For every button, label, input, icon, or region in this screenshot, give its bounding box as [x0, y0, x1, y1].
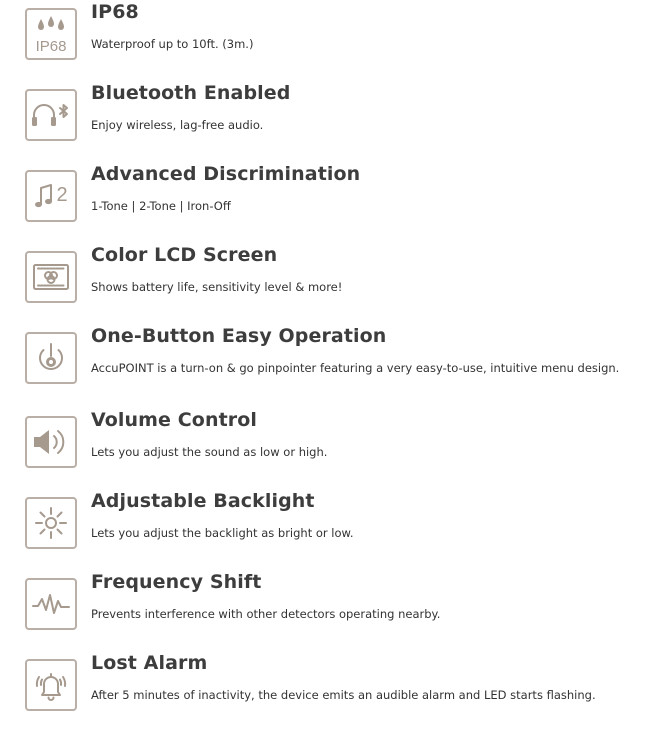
- feature-description: Enjoy wireless, lag-free audio.: [91, 118, 264, 132]
- feature-description: 1-Tone | 2-Tone | Iron-Off: [91, 199, 231, 213]
- headphones-bluetooth-icon: [25, 89, 77, 141]
- frequency-wave-icon: [25, 578, 77, 630]
- ip68-icon-text: IP68: [35, 38, 67, 55]
- feature-title: Bluetooth Enabled: [91, 82, 291, 104]
- lcd-screen-icon: [25, 251, 77, 303]
- feature-description: Lets you adjust the sound as low or high.: [91, 445, 328, 459]
- speaker-volume-icon: [25, 416, 77, 468]
- feature-title: Advanced Discrimination: [91, 163, 361, 185]
- feature-description: Waterproof up to 10ft. (3m.): [91, 37, 254, 51]
- feature-description: Shows battery life, sensitivity level & more!: [91, 280, 343, 294]
- backlight-sun-icon: [25, 497, 77, 549]
- feature-description: Lets you adjust the backlight as bright or low.: [91, 526, 354, 540]
- feature-title: Lost Alarm: [91, 652, 208, 674]
- feature-description: Prevents interference with other detectors operating nearby.: [91, 607, 441, 621]
- feature-title: Volume Control: [91, 409, 257, 431]
- feature-title: Adjustable Backlight: [91, 490, 315, 512]
- feature-description: After 5 minutes of inactivity, the device emits an audible alarm and LED starts flashing.: [91, 688, 596, 702]
- feature-title: IP68: [91, 1, 139, 23]
- tone-icon-text: 2: [56, 184, 68, 206]
- music-note-tone-icon: [25, 170, 77, 222]
- power-button-icon: [25, 332, 77, 384]
- alarm-bell-icon: [25, 659, 77, 711]
- feature-description: AccuPOINT is a turn-on & go pinpointer featuring a very easy-to-use, intuitive menu design.: [91, 361, 620, 375]
- feature-title: One-Button Easy Operation: [91, 325, 387, 347]
- feature-title: Frequency Shift: [91, 571, 262, 593]
- feature-title: Color LCD Screen: [91, 244, 278, 266]
- water-drops-ip68-icon: [25, 8, 77, 60]
